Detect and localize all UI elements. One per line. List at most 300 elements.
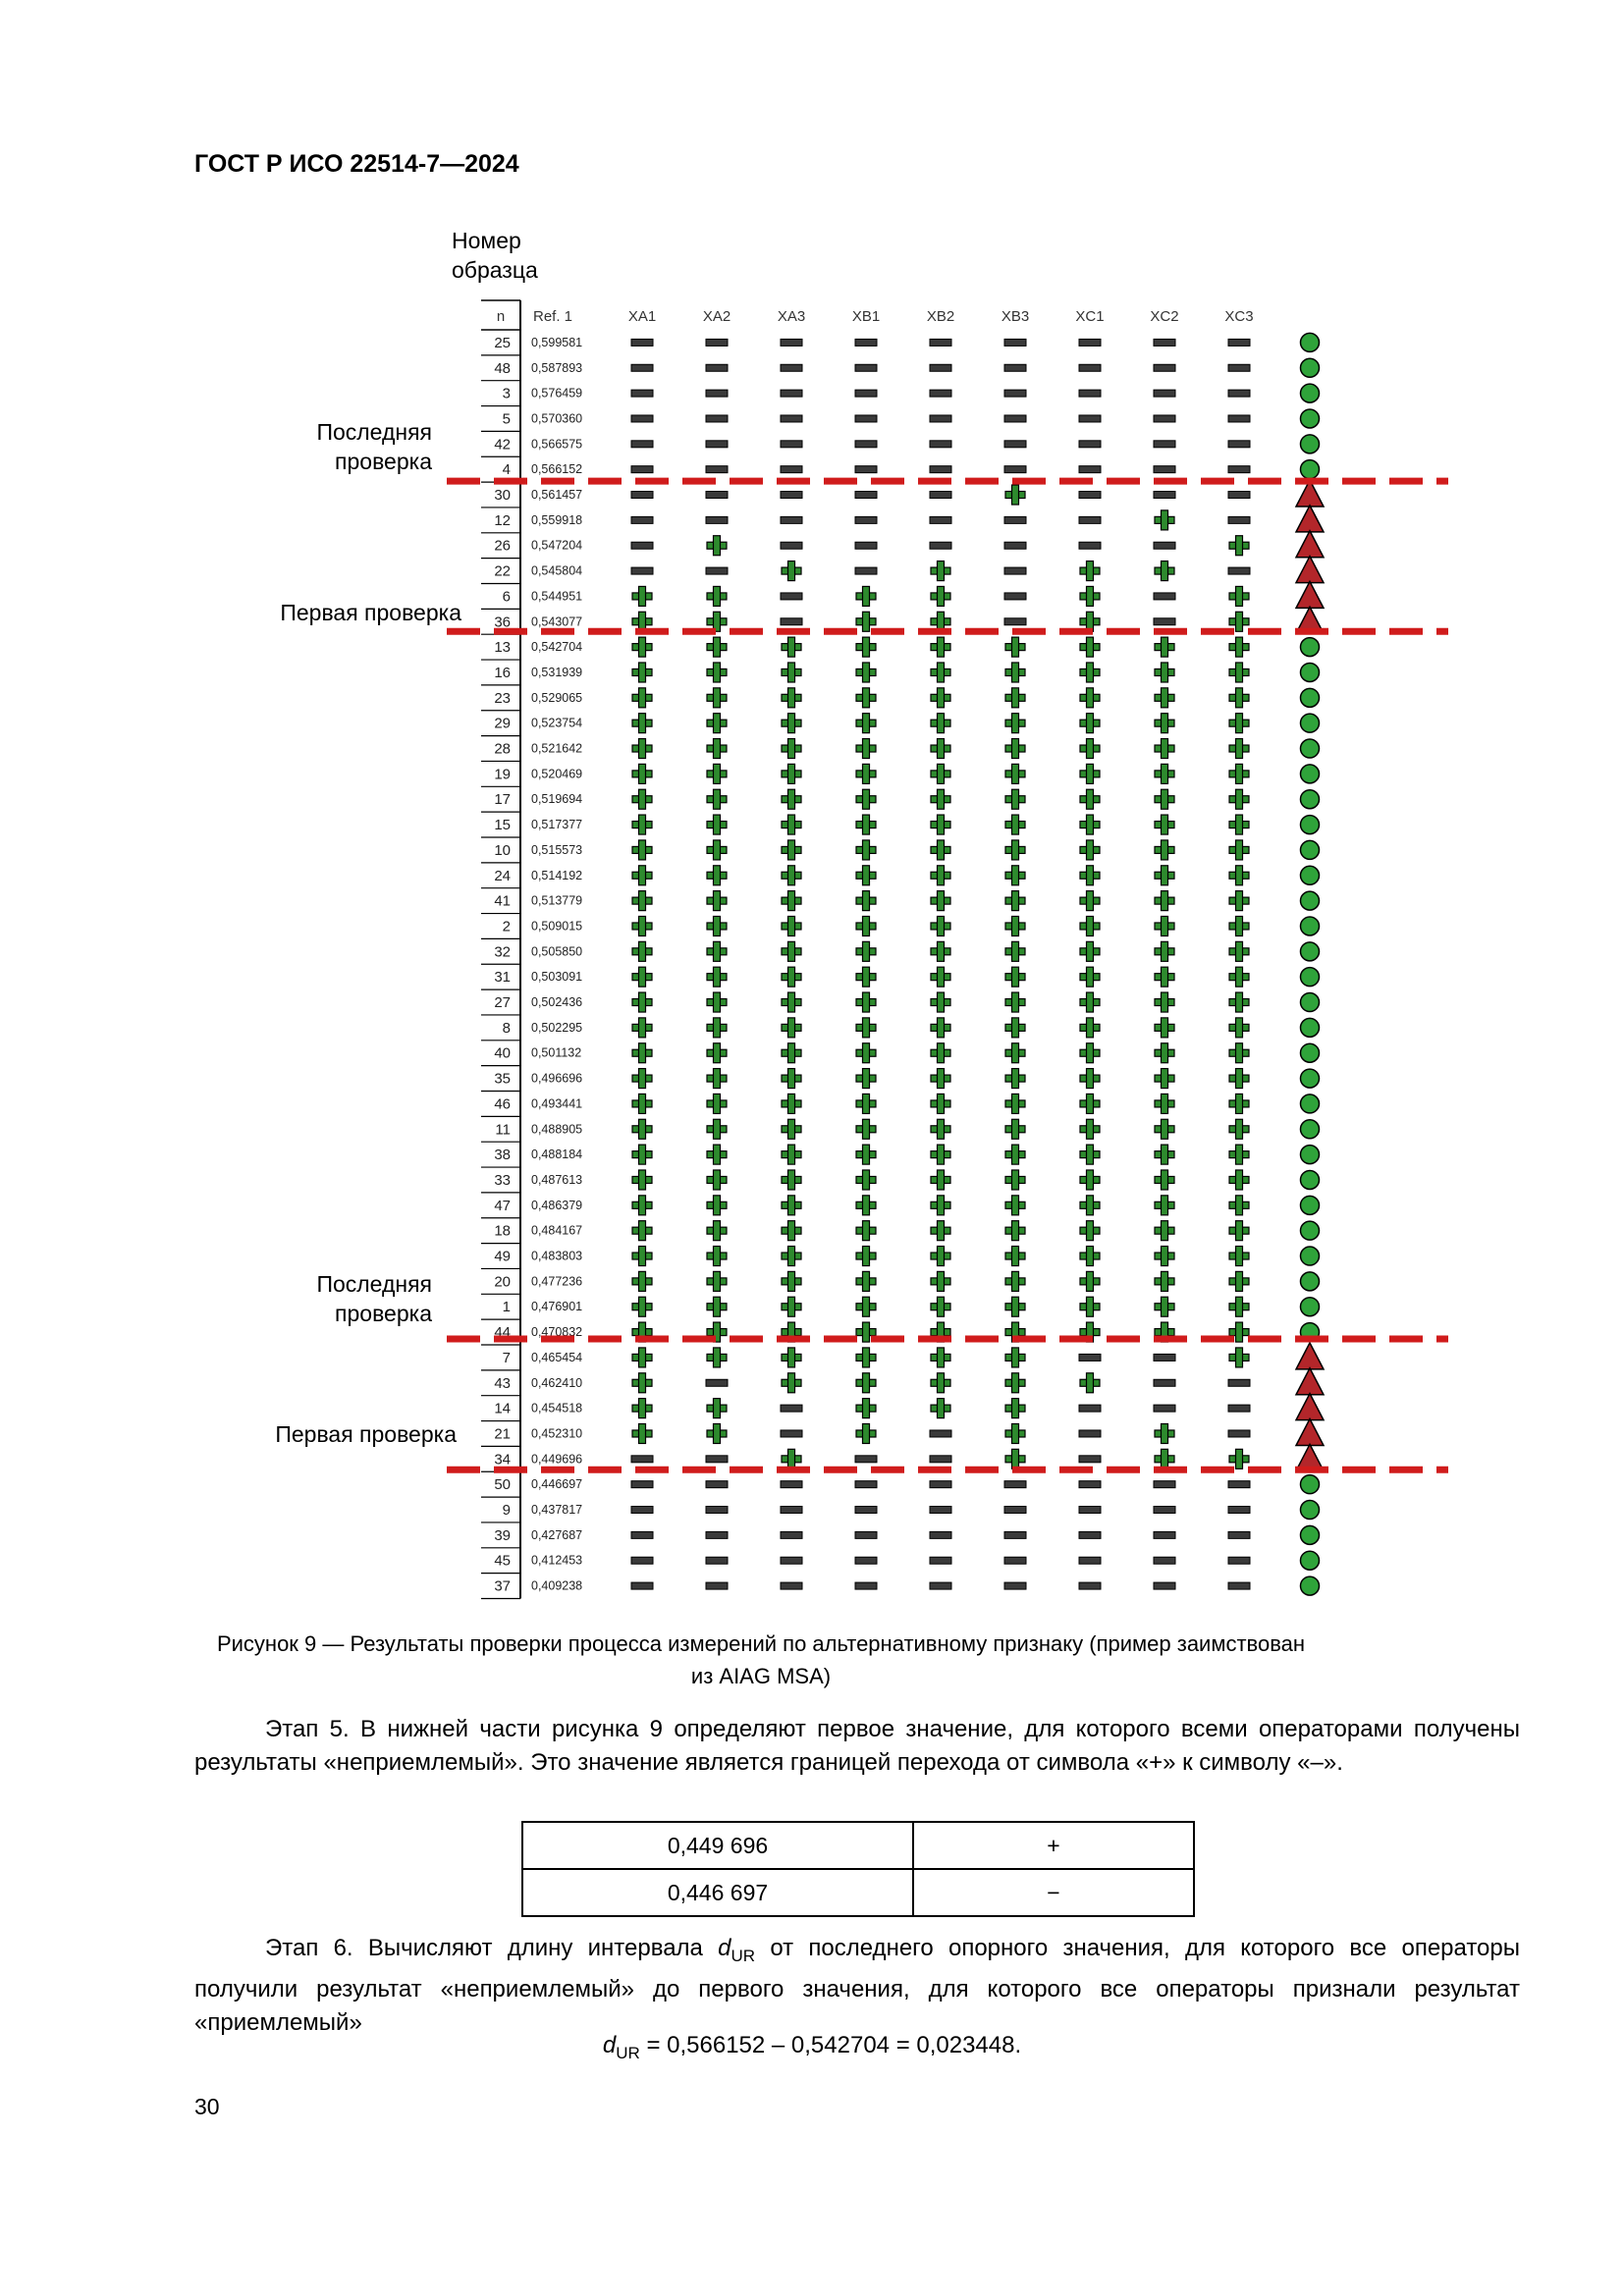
sample-number: 39: [494, 1526, 511, 1544]
plus-symbol-core: [1013, 1050, 1018, 1055]
plus-symbol-core: [715, 924, 720, 929]
plus-symbol-core: [715, 1431, 720, 1436]
agreement-circle: [1301, 1120, 1320, 1139]
plus-symbol-core: [1163, 772, 1167, 776]
plus-symbol-core: [715, 695, 720, 700]
plus-symbol-core: [1163, 1127, 1167, 1132]
sample-number: 29: [494, 715, 511, 732]
reference-value: 0,523754: [531, 716, 583, 730]
plus-symbol-core: [789, 1254, 794, 1258]
plus-symbol-core: [1088, 1305, 1093, 1309]
plus-symbol-core: [1163, 670, 1167, 675]
plus-symbol-core: [939, 1127, 944, 1132]
minus-symbol: [1079, 1507, 1101, 1514]
reference-value: 0,545804: [531, 563, 583, 578]
minus-symbol: [706, 1456, 728, 1463]
minus-symbol: [1154, 1379, 1175, 1386]
minus-symbol: [855, 415, 877, 422]
plus-symbol-core: [640, 1279, 645, 1284]
minus-symbol: [631, 516, 653, 523]
plus-symbol-core: [1163, 1178, 1167, 1183]
sample-number: 14: [494, 1400, 511, 1417]
minus-symbol: [1228, 339, 1250, 346]
boundary-values-table: [521, 1821, 1195, 1917]
minus-symbol: [1154, 542, 1175, 549]
plus-symbol-core: [1013, 746, 1018, 751]
reference-value: 0,505850: [531, 944, 583, 959]
disagreement-triangle: [1296, 557, 1324, 583]
minus-symbol: [706, 516, 728, 523]
plus-symbol-core: [1013, 949, 1018, 954]
minus-symbol: [781, 618, 802, 625]
plus-symbol-core: [715, 1025, 720, 1030]
plus-symbol-core: [1088, 797, 1093, 802]
plus-symbol-core: [640, 1431, 645, 1436]
sample-number: 33: [494, 1171, 511, 1189]
sample-number: 32: [494, 943, 511, 961]
minus-symbol: [781, 364, 802, 371]
reference-value: 0,542704: [531, 640, 583, 655]
plus-symbol-core: [640, 1050, 645, 1055]
plus-symbol-core: [1013, 670, 1018, 675]
plus-symbol-core: [789, 746, 794, 751]
reference-value: 0,476901: [531, 1300, 583, 1314]
minus-symbol: [1079, 415, 1101, 422]
plus-symbol-core: [1163, 517, 1167, 522]
plus-symbol-core: [1163, 1330, 1167, 1335]
plus-symbol-core: [715, 746, 720, 751]
plus-symbol-core: [789, 695, 794, 700]
agreement-circle: [1301, 333, 1320, 351]
plus-symbol-core: [1163, 975, 1167, 980]
plus-symbol-core: [1088, 1101, 1093, 1106]
plus-symbol-core: [1013, 645, 1018, 650]
minus-symbol: [1154, 593, 1175, 600]
sample-number: 4: [502, 461, 511, 479]
col-header-operator: XC2: [1150, 308, 1179, 325]
plus-symbol-core: [715, 670, 720, 675]
plus-symbol-core: [864, 721, 869, 725]
plus-symbol-core: [1013, 1101, 1018, 1106]
sample-number: 38: [494, 1147, 511, 1164]
plus-symbol-core: [1013, 721, 1018, 725]
minus-symbol: [706, 339, 728, 346]
sample-number: 23: [494, 689, 511, 707]
value-cell: 0,446 697: [522, 1869, 913, 1916]
minus-symbol: [1079, 1456, 1101, 1463]
plus-symbol-core: [1163, 1101, 1167, 1106]
sample-number: 25: [494, 334, 511, 351]
agreement-circle: [1301, 663, 1320, 681]
col-header-operator: XB1: [851, 308, 881, 325]
reference-value: 0,521642: [531, 741, 583, 756]
reference-value: 0,446697: [531, 1477, 583, 1492]
plus-symbol-core: [1237, 949, 1242, 954]
minus-symbol: [631, 492, 653, 499]
minus-symbol: [1079, 1430, 1101, 1437]
plus-symbol-core: [1163, 949, 1167, 954]
minus-symbol: [1228, 441, 1250, 448]
reference-value: 0,529065: [531, 690, 583, 705]
plus-symbol-core: [1013, 1406, 1018, 1411]
minus-symbol: [1004, 415, 1026, 422]
plus-symbol-core: [715, 1000, 720, 1005]
agreement-circle: [1301, 1298, 1320, 1316]
minus-symbol: [1079, 466, 1101, 473]
minus-symbol: [1004, 1507, 1026, 1514]
minus-symbol: [1154, 1354, 1175, 1361]
plus-symbol-core: [1088, 721, 1093, 725]
plus-symbol-core: [1163, 797, 1167, 802]
minus-symbol: [781, 441, 802, 448]
plus-symbol-core: [715, 873, 720, 878]
minus-symbol: [1004, 1582, 1026, 1589]
sample-number: 48: [494, 359, 511, 377]
plus-symbol-core: [1088, 619, 1093, 624]
plus-symbol-core: [789, 1330, 794, 1335]
plus-symbol-core: [640, 823, 645, 828]
minus-symbol: [706, 1582, 728, 1589]
plus-symbol-core: [864, 594, 869, 599]
minus-symbol: [781, 339, 802, 346]
plus-symbol-core: [1013, 1178, 1018, 1183]
plus-symbol-core: [789, 1076, 794, 1081]
plus-symbol-core: [1013, 695, 1018, 700]
minus-symbol: [1228, 390, 1250, 397]
caption-line-2: из AIAG MSA): [690, 1664, 832, 1688]
disagreement-triangle: [1296, 531, 1324, 558]
reference-value: 0,561457: [531, 488, 583, 503]
plus-symbol-core: [715, 1127, 720, 1132]
sample-number: 46: [494, 1095, 511, 1113]
minus-symbol: [1154, 1557, 1175, 1564]
plus-symbol-core: [1237, 1127, 1242, 1132]
sample-number: 35: [494, 1070, 511, 1088]
minus-symbol: [706, 492, 728, 499]
disagreement-triangle: [1296, 581, 1324, 608]
plus-symbol-core: [1088, 1380, 1093, 1385]
minus-symbol: [1004, 390, 1026, 397]
sample-number: 19: [494, 766, 511, 783]
plus-symbol-core: [1237, 645, 1242, 650]
step6-paragraph: [194, 1932, 1520, 2040]
plus-symbol-core: [939, 1101, 944, 1106]
plus-symbol-core: [864, 1050, 869, 1055]
plus-symbol-core: [640, 1228, 645, 1233]
sample-number: 8: [502, 1019, 511, 1037]
minus-symbol: [1228, 1582, 1250, 1589]
reference-value: 0,488184: [531, 1148, 583, 1162]
minus-symbol: [930, 1557, 951, 1564]
agreement-circle: [1301, 765, 1320, 783]
reference-value: 0,513779: [531, 893, 583, 908]
agreement-circle: [1301, 1196, 1320, 1214]
minus-symbol: [1079, 516, 1101, 523]
plus-symbol-core: [715, 619, 720, 624]
sample-number: 1: [502, 1299, 511, 1316]
agreement-circle: [1301, 1272, 1320, 1291]
plus-symbol-core: [939, 1254, 944, 1258]
minus-symbol: [1079, 1582, 1101, 1589]
minus-symbol: [1079, 364, 1101, 371]
plus-symbol-core: [1163, 721, 1167, 725]
plus-symbol-core: [1088, 1025, 1093, 1030]
reference-value: 0,587893: [531, 360, 583, 375]
plus-symbol-core: [640, 1356, 645, 1361]
minus-symbol: [1228, 1405, 1250, 1412]
reference-value: 0,599581: [531, 335, 583, 349]
plus-symbol-core: [1163, 1457, 1167, 1462]
plus-symbol-core: [1163, 1279, 1167, 1284]
sample-number: 7: [502, 1349, 511, 1366]
plus-symbol-core: [1088, 898, 1093, 903]
plus-symbol-core: [864, 949, 869, 954]
plus-symbol-core: [715, 1152, 720, 1157]
agreement-circle: [1301, 638, 1320, 657]
minus-symbol: [1079, 1405, 1101, 1412]
plus-symbol-core: [864, 1000, 869, 1005]
agreement-circle: [1301, 1501, 1320, 1520]
plus-symbol-core: [789, 1101, 794, 1106]
minus-symbol: [1004, 466, 1026, 473]
plus-symbol-core: [1013, 1380, 1018, 1385]
minus-symbol: [1228, 516, 1250, 523]
sample-number: 13: [494, 639, 511, 657]
minus-symbol: [1079, 1531, 1101, 1538]
col-header-operator: XB3: [1001, 308, 1030, 325]
plus-symbol-core: [939, 1330, 944, 1335]
minus-symbol: [930, 492, 951, 499]
sample-number: 16: [494, 664, 511, 681]
minus-symbol: [1154, 1531, 1175, 1538]
plus-symbol-core: [640, 949, 645, 954]
plus-symbol-core: [1237, 772, 1242, 776]
minus-symbol: [631, 364, 653, 371]
plus-symbol-core: [1237, 1279, 1242, 1284]
plus-symbol-core: [715, 1254, 720, 1258]
plus-symbol-core: [1163, 1000, 1167, 1005]
plus-symbol-core: [1013, 823, 1018, 828]
plus-symbol-core: [939, 1202, 944, 1207]
minus-symbol: [1004, 1531, 1026, 1538]
minus-symbol: [706, 1507, 728, 1514]
reference-value: 0,502295: [531, 1020, 583, 1035]
plus-symbol-core: [1163, 823, 1167, 828]
sample-number: 31: [494, 969, 511, 987]
reference-value: 0,412453: [531, 1553, 583, 1568]
plus-symbol-core: [864, 823, 869, 828]
plus-symbol-core: [939, 746, 944, 751]
reference-value: 0,566152: [531, 462, 583, 477]
agreement-circle: [1301, 1095, 1320, 1113]
plus-symbol-core: [939, 949, 944, 954]
plus-symbol-core: [939, 619, 944, 624]
plus-symbol-core: [864, 1076, 869, 1081]
col-header-operator: XA2: [702, 308, 731, 325]
plus-symbol-core: [789, 1279, 794, 1284]
plus-symbol-core: [864, 695, 869, 700]
plus-symbol-core: [1088, 695, 1093, 700]
minus-symbol: [1004, 593, 1026, 600]
reference-value: 0,496696: [531, 1071, 583, 1086]
reference-value: 0,503091: [531, 970, 583, 985]
plus-symbol-core: [1013, 1025, 1018, 1030]
plus-symbol-core: [1088, 924, 1093, 929]
reference-value: 0,452310: [531, 1426, 583, 1441]
symbol-cell: −: [913, 1869, 1194, 1916]
plus-symbol-core: [864, 1178, 869, 1183]
minus-symbol: [930, 1582, 951, 1589]
reference-value: 0,454518: [531, 1401, 583, 1415]
minus-symbol: [631, 339, 653, 346]
sample-number: 3: [502, 385, 511, 402]
plus-symbol-core: [1163, 1152, 1167, 1157]
plus-symbol-core: [715, 1279, 720, 1284]
minus-symbol: [1228, 1531, 1250, 1538]
minus-symbol: [1228, 1557, 1250, 1564]
plus-symbol-core: [1163, 1076, 1167, 1081]
col-header-operator: XA1: [627, 308, 657, 325]
plus-symbol-core: [1013, 873, 1018, 878]
plus-symbol-core: [939, 1356, 944, 1361]
plus-symbol-core: [1088, 873, 1093, 878]
sample-number: 22: [494, 562, 511, 580]
plus-symbol-core: [789, 1380, 794, 1385]
plus-symbol-core: [640, 1178, 645, 1183]
sample-number: 20: [494, 1273, 511, 1291]
plus-symbol-core: [939, 848, 944, 853]
sample-number: 45: [494, 1552, 511, 1570]
plus-symbol-core: [789, 1152, 794, 1157]
plus-symbol-core: [864, 1202, 869, 1207]
plus-symbol-core: [864, 1025, 869, 1030]
plus-symbol-core: [1088, 1202, 1093, 1207]
plus-symbol-core: [1013, 772, 1018, 776]
plus-symbol-core: [1237, 848, 1242, 853]
label-first-check-bottom: Первая проверка: [275, 1421, 457, 1447]
sample-number: 36: [494, 614, 511, 631]
minus-symbol: [781, 542, 802, 549]
minus-symbol: [1228, 1507, 1250, 1514]
minus-symbol: [1079, 542, 1101, 549]
sample-number: 43: [494, 1374, 511, 1392]
plus-symbol-core: [1237, 695, 1242, 700]
plus-symbol-core: [1088, 823, 1093, 828]
disagreement-triangle: [1296, 506, 1324, 532]
plus-symbol-core: [789, 1457, 794, 1462]
minus-symbol: [781, 466, 802, 473]
plus-symbol-core: [1163, 924, 1167, 929]
plus-symbol-core: [939, 975, 944, 980]
value-cell: 0,449 696: [522, 1822, 913, 1869]
plus-symbol-core: [640, 1330, 645, 1335]
agreement-circle: [1301, 435, 1320, 454]
plus-symbol-core: [789, 772, 794, 776]
reference-value: 0,437817: [531, 1503, 583, 1518]
reference-value: 0,409238: [531, 1578, 583, 1593]
reference-value: 0,576459: [531, 386, 583, 400]
minus-symbol: [781, 415, 802, 422]
reference-value: 0,514192: [531, 868, 583, 882]
reference-value: 0,519694: [531, 792, 583, 807]
step6-text-after: от последнего опорного значения, для которого все операторы получили результат «неприемлемый» до первого значения, для которого все операторы признали результат «приемлемый»: [194, 1935, 1521, 2036]
sample-number: 26: [494, 537, 511, 555]
agreement-circle: [1301, 866, 1320, 884]
plus-symbol-core: [1088, 1127, 1093, 1132]
minus-symbol: [930, 542, 951, 549]
plus-symbol-core: [939, 1406, 944, 1411]
plus-symbol-core: [715, 1330, 720, 1335]
plus-symbol-core: [1237, 924, 1242, 929]
agreement-circle: [1301, 384, 1320, 402]
minus-symbol: [781, 390, 802, 397]
step6-var: d: [718, 1935, 731, 1961]
figure-caption: [196, 1628, 1326, 1692]
plus-symbol-core: [1088, 975, 1093, 980]
plus-symbol-core: [715, 1356, 720, 1361]
minus-symbol: [631, 1456, 653, 1463]
plus-symbol-core: [1013, 1152, 1018, 1157]
plus-symbol-core: [789, 898, 794, 903]
plus-symbol-core: [640, 1127, 645, 1132]
reference-value: 0,501132: [531, 1045, 582, 1060]
plus-symbol-core: [939, 645, 944, 650]
plus-symbol-core: [715, 543, 720, 548]
minus-symbol: [930, 390, 951, 397]
plus-symbol-core: [1237, 1050, 1242, 1055]
plus-symbol-core: [864, 1152, 869, 1157]
minus-symbol: [1228, 492, 1250, 499]
minus-symbol: [706, 1379, 728, 1386]
minus-symbol: [1004, 542, 1026, 549]
sample-number: 41: [494, 892, 511, 910]
plus-symbol-core: [939, 823, 944, 828]
reference-value: 0,484167: [531, 1223, 583, 1238]
plus-symbol-core: [1163, 645, 1167, 650]
minus-symbol: [1154, 492, 1175, 499]
col-header-ref: Ref. 1: [532, 308, 573, 325]
disagreement-triangle: [1296, 1418, 1324, 1445]
minus-symbol: [706, 1531, 728, 1538]
plus-symbol-core: [715, 721, 720, 725]
sample-number: 17: [494, 791, 511, 809]
col-header-operator: XB2: [926, 308, 955, 325]
plus-symbol-core: [939, 670, 944, 675]
minus-symbol: [930, 1456, 951, 1463]
plus-symbol-core: [640, 1076, 645, 1081]
plus-symbol-core: [1163, 1228, 1167, 1233]
plus-symbol-core: [715, 823, 720, 828]
sample-number: 42: [494, 436, 511, 454]
minus-symbol: [1154, 466, 1175, 473]
plus-symbol-core: [715, 645, 720, 650]
plus-symbol-core: [1237, 1457, 1242, 1462]
minus-symbol: [631, 1582, 653, 1589]
minus-symbol: [706, 1481, 728, 1488]
reference-value: 0,493441: [531, 1096, 583, 1111]
plus-symbol-core: [1237, 1025, 1242, 1030]
plus-symbol-core: [715, 1050, 720, 1055]
minus-symbol: [1154, 1481, 1175, 1488]
plus-symbol-core: [1237, 1356, 1242, 1361]
plus-symbol-core: [789, 975, 794, 980]
sample-number: 30: [494, 487, 511, 505]
plus-symbol-core: [1013, 1457, 1018, 1462]
plus-symbol-core: [715, 1305, 720, 1309]
agreement-circle: [1301, 942, 1320, 961]
plus-symbol-core: [715, 1101, 720, 1106]
minus-symbol: [1079, 492, 1101, 499]
